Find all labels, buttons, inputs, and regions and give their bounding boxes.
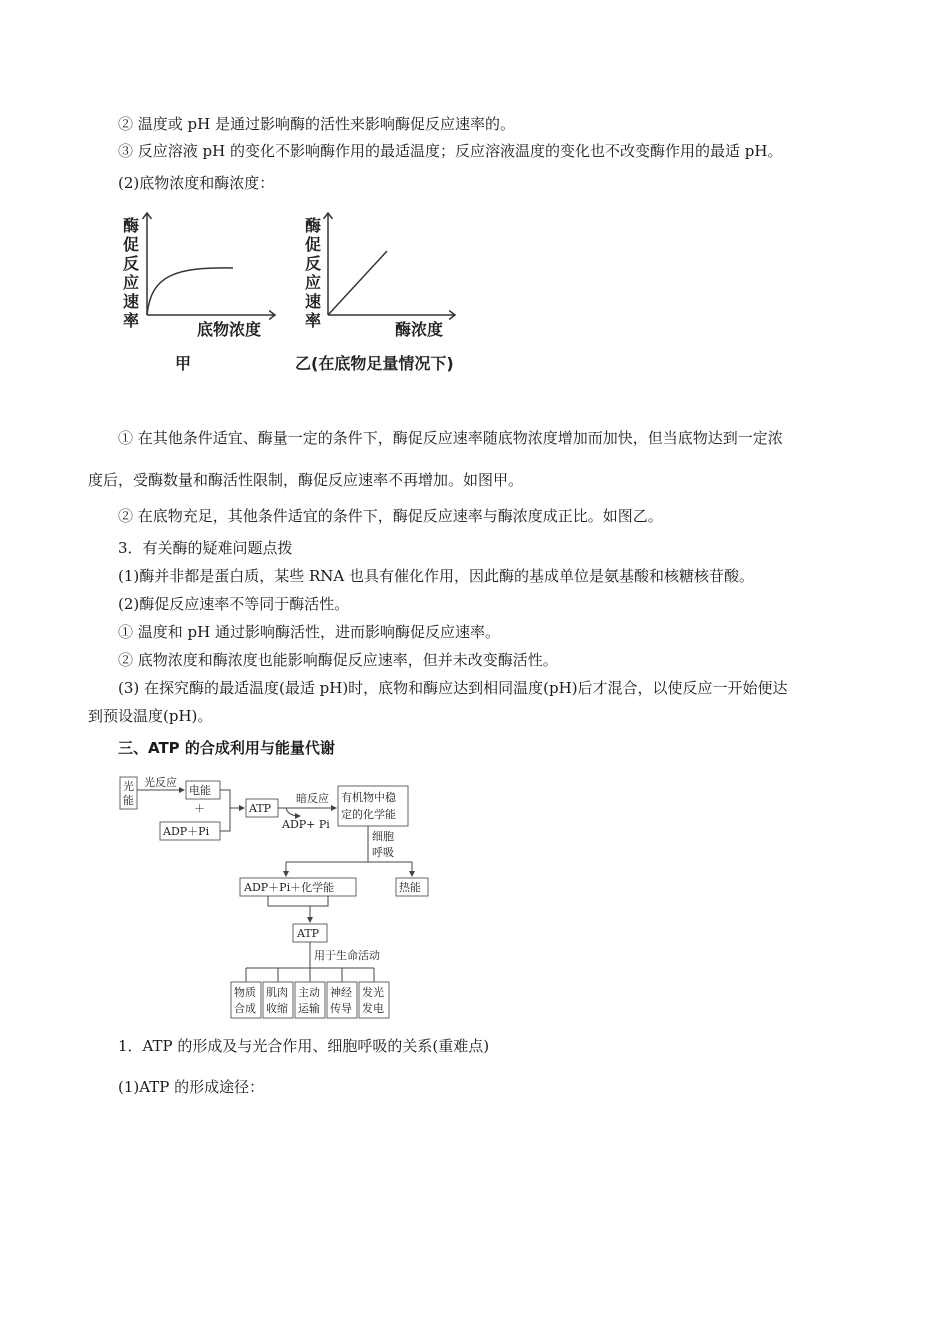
- atp-label-2: ATP: [297, 927, 320, 940]
- yi-ylabel-6: 率: [305, 311, 322, 330]
- use-muscle-2: 收缩: [266, 1002, 288, 1015]
- graph-jia: [123, 213, 275, 373]
- paragraph-temperature-ph-activity: ② 温度或 pH 是通过影响酶的活性来影响酶促反应速率的。: [118, 115, 515, 133]
- use-synthesis-2: 合成: [234, 1002, 256, 1015]
- yi-ylabel-1: 酶: [305, 216, 322, 235]
- jia-ylabel-3: 反: [123, 254, 140, 273]
- atp-label-1: ATP: [249, 802, 272, 815]
- adp-pi-label-1: ADP＋Pi: [163, 825, 210, 838]
- use-transport-2: 运输: [298, 1002, 320, 1015]
- use-luminescence-2: 发电: [362, 1002, 384, 1015]
- bracket-connector-2: [268, 896, 328, 906]
- jia-ylabel-6: 率: [123, 311, 140, 330]
- adp-pi-label-2: ADP+ Pi: [282, 818, 330, 831]
- paragraph-optimum-experiment-2: 到预设温度(pH)。: [88, 707, 213, 725]
- paragraph-temp-ph-activity: ① 温度和 pH 通过影响酶活性，进而影响酶促反应速率。: [118, 623, 500, 641]
- use-synthesis-1: 物质: [234, 986, 256, 999]
- paragraph-ph-temp-optimum: ③ 反应溶液 pH 的变化不影响酶作用的最适温度；反应溶液温度的变化也不改变酶作用的最适 pH。: [118, 142, 783, 160]
- paragraph-substrate-effect-1: ① 在其他条件适宜、酶量一定的条件下，酶促反应速率随底物浓度增加而加快，但当底物达到一定浓: [118, 429, 783, 447]
- plus-sign: ＋: [194, 802, 205, 815]
- jia-ylabel-2: 促: [123, 235, 140, 254]
- dark-reaction-label: 暗反应: [296, 792, 329, 805]
- paragraph-concentration-no-activity: ② 底物浓度和酶浓度也能影响酶促反应速率，但并未改变酶活性。: [118, 651, 558, 669]
- cell-resp-label-2: 呼吸: [372, 846, 394, 859]
- paragraph-rate-not-activity: (2)酶促反应速率不等同于酶活性。: [118, 595, 350, 613]
- light-energy-label-1: 光: [123, 780, 134, 793]
- stable-chem-label-2: 定的化学能: [341, 808, 396, 821]
- section-heading-atp: 三、ATP 的合成利用与能量代谢: [118, 739, 335, 757]
- paragraph-difficult-points-heading: 3．有关酶的疑难问题点拨: [118, 539, 293, 557]
- electric-energy-label: 电能: [189, 784, 211, 797]
- stable-chem-label-1: 有机物中稳: [341, 791, 396, 804]
- graph-yi: [295, 213, 455, 373]
- arrow-to-adp-pi-2: [286, 808, 300, 816]
- for-life-label: 用于生命活动: [314, 949, 380, 962]
- yi-ylabel-5: 速: [305, 292, 322, 311]
- enzyme-rate-graphs: [115, 205, 475, 385]
- light-energy-label-2: 能: [123, 794, 134, 807]
- heat-energy-label: 热能: [399, 881, 421, 894]
- use-muscle-1: 肌肉: [266, 986, 288, 999]
- yi-caption: 乙(在底物足量情况下): [295, 354, 454, 373]
- cell-resp-label-1: 细胞: [372, 830, 394, 843]
- paragraph-enzyme-not-protein: (1)酶并非都是蛋白质，某些 RNA 也具有催化作用，因此酶的基成单位是氨基酸和核糖核苷酸。: [118, 567, 755, 585]
- jia-ylabel-5: 速: [123, 292, 140, 311]
- paragraph-enzyme-concentration: ② 在底物充足，其他条件适宜的条件下，酶促反应速率与酶浓度成正比。如图乙。: [118, 507, 663, 525]
- atp-energy-flow-diagram: [118, 772, 421, 1022]
- use-luminescence-1: 发光: [362, 986, 384, 999]
- use-boxes: [231, 968, 389, 1018]
- photoreaction-label: 光反应: [144, 776, 177, 789]
- use-transport-1: 主动: [298, 986, 320, 999]
- jia-saturation-curve: [147, 268, 233, 315]
- yi-xlabel: 酶浓度: [395, 320, 444, 339]
- use-nerve-2: 传导: [330, 1002, 352, 1015]
- jia-ylabel-4: 应: [123, 273, 140, 292]
- paragraph-substrate-effect-2: 度后，受酶数量和酶活性限制，酶促反应速率不再增加。如图甲。: [88, 471, 524, 489]
- use-nerve-1: 神经: [330, 986, 352, 999]
- yi-ylabel-3: 反: [305, 254, 322, 273]
- paragraph-atp-formation-pathway: (1)ATP 的形成途径：: [118, 1078, 265, 1096]
- yi-ylabel-2: 促: [305, 235, 322, 254]
- yi-proportional-line: [328, 251, 387, 315]
- paragraph-atp-formation-heading: 1．ATP 的形成及与光合作用、细胞呼吸的关系(重难点): [118, 1037, 490, 1055]
- paragraph-substrate-enzyme-heading: (2)底物浓度和酶浓度：: [118, 174, 275, 192]
- jia-ylabel-1: 酶: [123, 216, 140, 235]
- bracket-connector-1: [220, 790, 230, 831]
- yi-ylabel-4: 应: [305, 273, 322, 292]
- jia-xlabel: 底物浓度: [197, 320, 262, 339]
- jia-caption: 甲: [175, 354, 192, 373]
- paragraph-optimum-experiment-1: (3) 在探究酶的最适温度(最适 pH)时，底物和酶应达到相同温度(pH)后才混合，以使反应一开始便达: [118, 679, 788, 697]
- adp-pi-chem-label: ADP＋Pi＋化学能: [244, 881, 335, 894]
